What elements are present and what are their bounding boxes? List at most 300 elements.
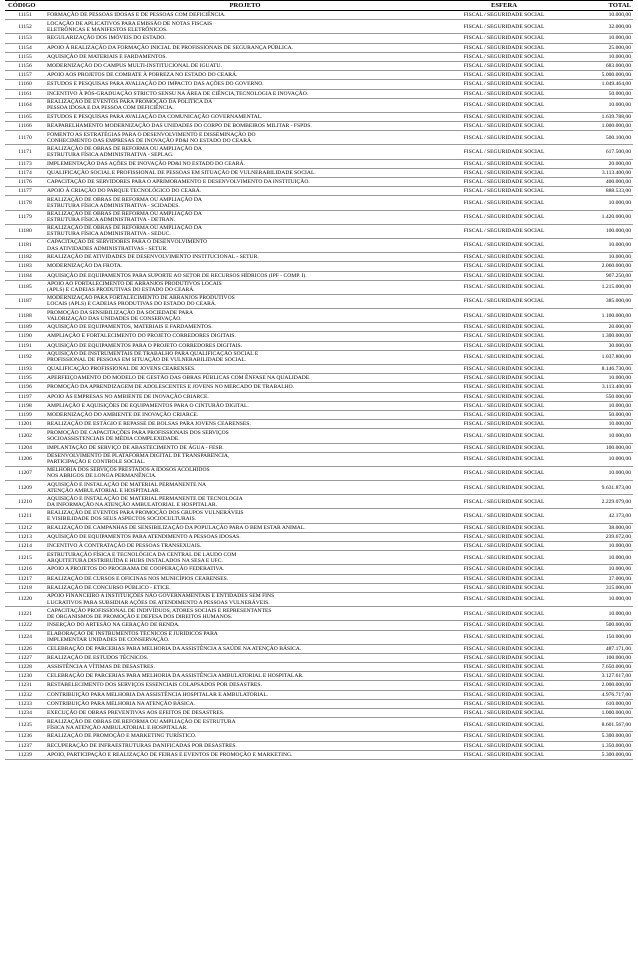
cell-codigo: 11202 xyxy=(5,429,45,443)
cell-total: 1.100.000,00 xyxy=(563,309,633,323)
projeto-line: PROMOÇÃO DA SENSIBILIZAÇÃO DA SOCIEDADE PARA xyxy=(47,309,194,316)
table-row xyxy=(5,374,633,383)
cell-projeto xyxy=(45,699,445,708)
cell-esfera: FISCAL / SEGURIDADE SOCIAL xyxy=(445,131,563,145)
cell-esfera: FISCAL / SEGURIDADE SOCIAL xyxy=(445,309,563,323)
cell-projeto xyxy=(45,210,445,224)
cell-esfera: FISCAL / SEGURIDADE SOCIAL xyxy=(445,112,563,121)
cell-codigo: 11220 xyxy=(5,592,45,606)
projeto-line: AQUISIÇÃO DE EQUIPAMENTOS PARA SUPORTE AO SETOR DE RECURSOS HÍDRICOS (IPF - COMP. I). xyxy=(47,272,307,279)
projeto-line: IMPLEMENTAÇÃO DAS AÇÕES DE INOVAÇÃO PD&I NO ESTADO DO CEARÁ. xyxy=(47,160,245,167)
cell-projeto xyxy=(45,159,445,168)
cell-codigo: 11185 xyxy=(5,280,45,294)
cell-projeto xyxy=(45,294,445,308)
cell-projeto xyxy=(45,523,445,532)
table-row xyxy=(5,34,633,43)
table-row xyxy=(5,607,633,621)
cell-projeto xyxy=(45,542,445,551)
cell-codigo: 11157 xyxy=(5,71,45,80)
table-row xyxy=(5,466,633,480)
table-row xyxy=(5,341,633,350)
cell-codigo: 11156 xyxy=(5,61,45,70)
cell-projeto xyxy=(45,271,445,280)
cell-total: 550.000,00 xyxy=(563,392,633,401)
table-row xyxy=(5,332,633,341)
projeto-line: FÍSICA NA ATENÇÃO AMBULATORIAL E HOSPITALAR. xyxy=(47,724,188,731)
cell-esfera: FISCAL / SEGURIDADE SOCIAL xyxy=(445,52,563,61)
table-row xyxy=(5,574,633,583)
cell-total: 5.000.000,00 xyxy=(563,71,633,80)
projeto-line: DESENVOLVIMENTO DE PLATAFORMA DIGITAL DE TRANSPARÊNCIA, xyxy=(47,453,230,460)
cell-esfera: FISCAL / SEGURIDADE SOCIAL xyxy=(445,11,563,20)
projeto-line: APOIO À REALIZAÇÃO DA FORMAÇÃO INICIAL DE PROFISSIONAIS DE SEGURANÇA PÚBLICA. xyxy=(47,44,294,51)
cell-projeto xyxy=(45,145,445,159)
table-row xyxy=(5,262,633,271)
cell-projeto xyxy=(45,750,445,759)
cell-esfera: FISCAL / SEGURIDADE SOCIAL xyxy=(445,732,563,741)
cell-codigo: 11165 xyxy=(5,112,45,121)
projeto-line: CELEBRAÇÃO DE PARCERIAS PARA MELHORIA DA ASSISTÊNCIA AMBULATORIAL E HOSPITALAR. xyxy=(47,673,304,680)
table-row xyxy=(5,323,633,332)
cell-codigo: 11189 xyxy=(5,323,45,332)
cell-total: 20.000,00 xyxy=(563,159,633,168)
cell-esfera: FISCAL / SEGURIDADE SOCIAL xyxy=(445,607,563,621)
cell-esfera: FISCAL / SEGURIDADE SOCIAL xyxy=(445,253,563,262)
cell-codigo: 11212 xyxy=(5,523,45,532)
table-row xyxy=(5,122,633,131)
cell-esfera: FISCAL / SEGURIDADE SOCIAL xyxy=(445,523,563,532)
projeto-line: APOIO À CRIAÇÃO DO PARQUE TECNOLÓGICO DO CEARÁ. xyxy=(47,188,202,195)
cell-total: 20.000,00 xyxy=(563,323,633,332)
cell-codigo: 11174 xyxy=(5,168,45,177)
cell-codigo: 11193 xyxy=(5,365,45,374)
table-row xyxy=(5,383,633,392)
cell-codigo: 11195 xyxy=(5,374,45,383)
table-row xyxy=(5,159,633,168)
cell-total: 32.000,00 xyxy=(563,20,633,34)
cell-codigo: 11177 xyxy=(5,187,45,196)
cell-total: 1.420.000,00 xyxy=(563,210,633,224)
table-row xyxy=(5,509,633,523)
cell-projeto xyxy=(45,452,445,466)
table-row xyxy=(5,592,633,606)
table-row xyxy=(5,443,633,452)
table-row xyxy=(5,224,633,238)
projeto-line: PROFISSIONAL DE PESSOAS EM SITUAÇÃO DE VULNERABILIDADE SOCIAL. xyxy=(47,357,247,364)
cell-esfera: FISCAL / SEGURIDADE SOCIAL xyxy=(445,583,563,592)
cell-codigo: 11164 xyxy=(5,98,45,112)
projeto-line: LOCAÇÃO DE APLICATIVOS PARA EMISSÃO DE NOTAS FISCAIS xyxy=(47,20,213,27)
cell-esfera: FISCAL / SEGURIDADE SOCIAL xyxy=(445,122,563,131)
cell-total: 10.000,00 xyxy=(563,98,633,112)
cell-codigo: 11160 xyxy=(5,80,45,89)
projeto-line: CAPACITAÇÃO DE SERVIDORES PARA O APRIMORAMENTO E DESENVOLVIMENTO DA INSTITUIÇÃO. xyxy=(47,179,310,186)
cell-total: 50.000,00 xyxy=(563,410,633,419)
cell-codigo: 11230 xyxy=(5,672,45,681)
cell-codigo: 11176 xyxy=(5,178,45,187)
projeto-line: REALIZAÇÃO DE EVENTOS PARA PROMOÇÃO DA POLÍTICA DA xyxy=(47,99,213,106)
projeto-line: AQUISIÇÃO E INSTALAÇÃO DE MATERIAL PERMANENTE DE TECNOLOGIA xyxy=(47,495,243,502)
cell-codigo: 11209 xyxy=(5,481,45,495)
cell-codigo: 11231 xyxy=(5,681,45,690)
projeto-line: REALIZAÇÃO DE CURSOS E OFICINAS NOS MUNICÍPIOS CEARENSES. xyxy=(47,575,229,582)
projeto-line: APOIO A PROJETOS DO PROGRAMA DE COOPERAÇÃO FEDERATIVA. xyxy=(47,566,225,573)
cell-esfera: FISCAL / SEGURIDADE SOCIAL xyxy=(445,280,563,294)
cell-codigo: 11204 xyxy=(5,443,45,452)
projeto-line: ESTRUTURA FÍSICA ADMINISTRATIVA - SCIDADES. xyxy=(47,202,180,209)
cell-total: 3.127.617,00 xyxy=(563,672,633,681)
cell-esfera: FISCAL / SEGURIDADE SOCIAL xyxy=(445,452,563,466)
cell-esfera: FISCAL / SEGURIDADE SOCIAL xyxy=(445,672,563,681)
cell-total: 100.000,00 xyxy=(563,443,633,452)
cell-total: 10.000,00 xyxy=(563,238,633,252)
projeto-line: REALIZAÇÃO DE CONCURSO PÚBLICO - ETICE. xyxy=(47,584,171,591)
cell-esfera: FISCAL / SEGURIDADE SOCIAL xyxy=(445,71,563,80)
cell-projeto xyxy=(45,509,445,523)
projeto-line: ESTUDOS E PESQUISAS PARA AVALIAÇÃO DO IMPACTO DAS AÇÕES DO GOVERNO. xyxy=(47,81,264,88)
cell-total: 1.639.788,00 xyxy=(563,112,633,121)
cell-projeto xyxy=(45,11,445,20)
cell-codigo: 11180 xyxy=(5,224,45,238)
cell-projeto xyxy=(45,583,445,592)
projeto-line: CAPACITAÇÃO PROFISSIONAL DE INDIVÍDUOS, ATORES SOCIAIS E REPRESENTANTES xyxy=(47,607,272,614)
projeto-line: INCENTIVO À PÓS-GRADUAÇÃO STRICTO SENSU NA ÁREA DE CIÊNCIA,TECNOLOGIA E INOVAÇÃO. xyxy=(47,90,309,97)
projeto-line: ESTUDOS E PESQUISAS PARA AVALIAÇÃO DA COMUNICAÇÃO GOVERNAMENTAL. xyxy=(47,113,263,120)
cell-esfera: FISCAL / SEGURIDADE SOCIAL xyxy=(445,20,563,34)
table-row xyxy=(5,542,633,551)
cell-projeto xyxy=(45,607,445,621)
cell-total: 10.000,00 xyxy=(563,565,633,574)
cell-esfera: FISCAL / SEGURIDADE SOCIAL xyxy=(445,681,563,690)
cell-esfera: FISCAL / SEGURIDADE SOCIAL xyxy=(445,532,563,541)
table-row xyxy=(5,644,633,653)
cell-esfera: FISCAL / SEGURIDADE SOCIAL xyxy=(445,294,563,308)
cell-projeto xyxy=(45,672,445,681)
projeto-line: REALIZAÇÃO DE EVENTOS PARA PROMOÇÃO DOS GRUPOS VULNERÁVEIS xyxy=(47,509,244,516)
cell-esfera: FISCAL / SEGURIDADE SOCIAL xyxy=(445,89,563,98)
projeto-line: IMPLANTAÇÃO DE SERVIÇO DE ABASTECIMENTO DE ÁGUA - FESB. xyxy=(47,444,224,451)
table-row xyxy=(5,681,633,690)
cell-projeto xyxy=(45,630,445,644)
cell-total: 3.113.400,00 xyxy=(563,383,633,392)
cell-projeto xyxy=(45,52,445,61)
table-row xyxy=(5,11,633,20)
cell-codigo: 11222 xyxy=(5,621,45,630)
table-row xyxy=(5,61,633,70)
projeto-line: CONTRIBUIÇÃO PARA MELHORIA DA ASSISTÊNCIA HOSPITALAR E AMBULATORIAL. xyxy=(47,691,269,698)
cell-projeto xyxy=(45,61,445,70)
table-row xyxy=(5,112,633,121)
cell-projeto xyxy=(45,374,445,383)
cell-total: 1.049.464,00 xyxy=(563,80,633,89)
cell-codigo: 11226 xyxy=(5,644,45,653)
projeto-line: AQUISIÇÃO DE EQUIPAMENTOS, MATERIAIS E FARDAMENTOS. xyxy=(47,324,213,331)
cell-projeto xyxy=(45,168,445,177)
cell-esfera: FISCAL / SEGURIDADE SOCIAL xyxy=(445,495,563,509)
table-row xyxy=(5,663,633,672)
projeto-line: CELEBRAÇÃO DE PARCERIAS PARA MELHORIA DA ASSISTÊNCIA A SAÚDE NA ATENÇÃO BÁSICA. xyxy=(47,645,302,652)
cell-total: 10.000,00 xyxy=(563,466,633,480)
cell-projeto xyxy=(45,383,445,392)
table-row xyxy=(5,429,633,443)
cell-esfera: FISCAL / SEGURIDADE SOCIAL xyxy=(445,374,563,383)
table-row xyxy=(5,583,633,592)
cell-total: 37.000,00 xyxy=(563,574,633,583)
cell-projeto xyxy=(45,644,445,653)
cell-codigo: 11239 xyxy=(5,750,45,759)
cell-esfera: FISCAL / SEGURIDADE SOCIAL xyxy=(445,709,563,718)
projeto-line: AQUISIÇÃO DE EQUIPAMENTOS PARA O PROJETO CORREDORES DIGITAIS. xyxy=(47,342,243,349)
cell-esfera: FISCAL / SEGURIDADE SOCIAL xyxy=(445,481,563,495)
cell-total: 10.000,00 xyxy=(563,374,633,383)
cell-total: 239.672,00 xyxy=(563,532,633,541)
cell-codigo: 11227 xyxy=(5,653,45,662)
cell-codigo: 11181 xyxy=(5,238,45,252)
cell-projeto xyxy=(45,262,445,271)
table-row xyxy=(5,187,633,196)
projeto-line: ELABORAÇÃO DE INSTRUMENTOS TÉCNICOS E JURÍDICOS PARA xyxy=(47,631,218,637)
cell-total: 683.000,00 xyxy=(563,61,633,70)
cell-esfera: FISCAL / SEGURIDADE SOCIAL xyxy=(445,574,563,583)
cell-total: 7.650.000,00 xyxy=(563,663,633,672)
cell-esfera: FISCAL / SEGURIDADE SOCIAL xyxy=(445,392,563,401)
cell-projeto xyxy=(45,732,445,741)
cell-esfera: FISCAL / SEGURIDADE SOCIAL xyxy=(445,262,563,271)
cell-projeto xyxy=(45,89,445,98)
cell-esfera: FISCAL / SEGURIDADE SOCIAL xyxy=(445,542,563,551)
cell-esfera: FISCAL / SEGURIDADE SOCIAL xyxy=(445,718,563,732)
cell-projeto xyxy=(45,280,445,294)
cell-esfera: FISCAL / SEGURIDADE SOCIAL xyxy=(445,332,563,341)
cell-esfera: FISCAL / SEGURIDADE SOCIAL xyxy=(445,34,563,43)
projeto-line: LOCAIS (APLS) E CADEIAS PRODUTIVAS DO ESTADO DO CEARÁ. xyxy=(47,301,217,308)
cell-projeto xyxy=(45,410,445,419)
cell-projeto xyxy=(45,71,445,80)
projeto-line: E VISIBILIDADE DOS SEUS ASPECTOS SOCIOCULTURAIS. xyxy=(47,516,197,523)
cell-total: 2.060.000,00 xyxy=(563,262,633,271)
cell-projeto xyxy=(45,112,445,121)
projeto-line: APOIO AOS PROJETOS DE COMBATE À POBREZA NO ESTADO DO CEARÁ. xyxy=(47,72,238,79)
cell-esfera: FISCAL / SEGURIDADE SOCIAL xyxy=(445,43,563,52)
projeto-line: AQUISIÇÃO DE INSTRUMENTAIS DE TRABALHO PARA QUALIFICAÇÃO SOCIAL E xyxy=(47,351,259,358)
cell-total: 10.000,00 xyxy=(563,401,633,410)
cell-projeto xyxy=(45,178,445,187)
cell-esfera: FISCAL / SEGURIDADE SOCIAL xyxy=(445,663,563,672)
cell-esfera: FISCAL / SEGURIDADE SOCIAL xyxy=(445,420,563,429)
projeto-line: QUALIFICAÇÃO PROFISSIONAL DE JOVENS CEARENSES. xyxy=(47,366,196,373)
cell-projeto xyxy=(45,122,445,131)
cell-projeto xyxy=(45,718,445,732)
table-row xyxy=(5,89,633,98)
cell-projeto xyxy=(45,98,445,112)
cell-esfera: FISCAL / SEGURIDADE SOCIAL xyxy=(445,429,563,443)
cell-projeto xyxy=(45,187,445,196)
cell-esfera: FISCAL / SEGURIDADE SOCIAL xyxy=(445,644,563,653)
projeto-line: ELETRÔNICAS E MANIFESTOS ELETRÔNICOS. xyxy=(47,26,168,33)
projeto-line: (APLS) E CADEIAS PRODUTIVAS DO ESTADO DO CEARÁ. xyxy=(47,287,195,294)
projeto-line: APOIO, PARTICIPAÇÃO E REALIZAÇÃO DE FEIRAS E EVENTOS DE PROMOÇÃO E MARKETING. xyxy=(47,751,293,758)
table-row xyxy=(5,621,633,630)
header-total: TOTAL xyxy=(563,1,633,11)
cell-total: 100.000,00 xyxy=(563,224,633,238)
cell-esfera: FISCAL / SEGURIDADE SOCIAL xyxy=(445,168,563,177)
cell-total: 150.000,00 xyxy=(563,630,633,644)
cell-esfera: FISCAL / SEGURIDADE SOCIAL xyxy=(445,690,563,699)
projeto-line: EXECUÇÃO DE OBRAS PREVENTIVAS AOS EFEITOS DE DESASTRES. xyxy=(47,710,225,717)
table-row xyxy=(5,523,633,532)
cell-codigo: 11161 xyxy=(5,89,45,98)
cell-codigo: 11236 xyxy=(5,732,45,741)
cell-codigo: 11233 xyxy=(5,699,45,708)
cell-esfera: FISCAL / SEGURIDADE SOCIAL xyxy=(445,98,563,112)
cell-projeto xyxy=(45,309,445,323)
table-row xyxy=(5,196,633,210)
cell-esfera: FISCAL / SEGURIDADE SOCIAL xyxy=(445,365,563,374)
cell-projeto xyxy=(45,551,445,565)
projeto-line: INCENTIVO À CONTRATAÇÃO DE PESSOAS TRANSEXUAIS. xyxy=(47,543,202,550)
projeto-line: QUALIFICAÇÃO SOCIAL E PROFISSIONAL DE PESSOAS EM SITUAÇÃO DE VULNERABILIDADE SOCIAL. xyxy=(47,169,316,176)
cell-codigo: 11206 xyxy=(5,452,45,466)
table-row xyxy=(5,732,633,741)
projeto-line: AMPLIAÇÃO E AQUISIÇÕES DE EQUIPAMENTOS PARA O CINTURÃO DIGITAL. xyxy=(47,402,249,409)
cell-codigo: 11179 xyxy=(5,210,45,224)
projeto-line: REALIZAÇÃO DE CAMPANHAS DE SENSIBILIZAÇÃO DA POPULAÇÃO PARA O BEM ESTAR ANIMAL. xyxy=(47,524,306,531)
cell-projeto xyxy=(45,350,445,364)
cell-esfera: FISCAL / SEGURIDADE SOCIAL xyxy=(445,210,563,224)
cell-total: 10.000,00 xyxy=(563,11,633,20)
table-row xyxy=(5,98,633,112)
cell-total: 487.171,00 xyxy=(563,644,633,653)
table-row xyxy=(5,271,633,280)
cell-projeto xyxy=(45,466,445,480)
projeto-line: ARQUITETURA DISTRIBUÍDA E HUBS INSTALADOS NA SESA E UFC. xyxy=(47,557,223,564)
projeto-line: PESSOA IDOSA E DA PESSOA COM DEFICIÊNCIA. xyxy=(47,105,174,112)
cell-codigo: 11187 xyxy=(5,294,45,308)
projeto-line: REALIZAÇÃO DE OBRAS DE REFORMA OU AMPLIAÇÃO DA xyxy=(47,225,202,232)
cell-total: 10.000,00 xyxy=(563,592,633,606)
cell-esfera: FISCAL / SEGURIDADE SOCIAL xyxy=(445,401,563,410)
projeto-line: PROMOÇÃO DE CAPACITAÇÕES PARA PROFISSIONAIS DOS SERVIÇOS xyxy=(47,429,229,436)
cell-esfera: FISCAL / SEGURIDADE SOCIAL xyxy=(445,592,563,606)
cell-projeto xyxy=(45,224,445,238)
header-esfera: ESFERA xyxy=(445,1,563,11)
cell-esfera: FISCAL / SEGURIDADE SOCIAL xyxy=(445,238,563,252)
projeto-line: FOMENTO AS ESTRATÉGIAS PARA O DESENVOLVIMENTO E DISSEMINAÇÃO DO xyxy=(47,131,256,138)
cell-codigo: 11151 xyxy=(5,11,45,20)
cell-projeto xyxy=(45,238,445,252)
cell-total: 400.000,00 xyxy=(563,178,633,187)
table-row xyxy=(5,672,633,681)
table-row xyxy=(5,52,633,61)
cell-esfera: FISCAL / SEGURIDADE SOCIAL xyxy=(445,630,563,644)
projeto-line: IMPLEMENTAR UNIDADES DE CONSERVAÇÃO. xyxy=(47,637,170,644)
cell-total: 50.000,00 xyxy=(563,89,633,98)
cell-codigo: 11173 xyxy=(5,159,45,168)
cell-codigo: 11232 xyxy=(5,690,45,699)
cell-codigo: 11216 xyxy=(5,565,45,574)
table-row xyxy=(5,238,633,252)
projeto-line: SOCIOASSISTENCIAIS DE MÉDIA COMPLEXIDADE. xyxy=(47,435,180,442)
cell-total: 385.000,00 xyxy=(563,294,633,308)
cell-esfera: FISCAL / SEGURIDADE SOCIAL xyxy=(445,196,563,210)
cell-total: 1.215.000,00 xyxy=(563,280,633,294)
table-row xyxy=(5,350,633,364)
cell-codigo: 11191 xyxy=(5,341,45,350)
cell-projeto xyxy=(45,43,445,52)
cell-projeto xyxy=(45,80,445,89)
cell-projeto xyxy=(45,574,445,583)
cell-esfera: FISCAL / SEGURIDADE SOCIAL xyxy=(445,565,563,574)
table-row xyxy=(5,43,633,52)
cell-esfera: FISCAL / SEGURIDADE SOCIAL xyxy=(445,621,563,630)
projeto-line: MODERNIZAÇÃO DA FROTA. xyxy=(47,263,123,270)
cell-total: 907.250,00 xyxy=(563,271,633,280)
table-header xyxy=(5,1,633,11)
cell-codigo: 11217 xyxy=(5,574,45,583)
table-row xyxy=(5,481,633,495)
projeto-line: FORMAÇÃO DE PESSOAS IDOSAS E DE PESSOAS COM DEFICIÊNCIA. xyxy=(47,12,226,19)
cell-esfera: FISCAL / SEGURIDADE SOCIAL xyxy=(445,653,563,662)
cell-total: 10.000,00 xyxy=(563,253,633,262)
projeto-line: REALIZAÇÃO DE OBRAS DE REFORMA OU AMPLIAÇÃO DA xyxy=(47,196,202,203)
cell-projeto xyxy=(45,332,445,341)
projeto-line: APOIO AO FORTALECIMENTO DE ARRANJOS PRODUTIVOS LOCAIS xyxy=(47,281,222,288)
cell-esfera: FISCAL / SEGURIDADE SOCIAL xyxy=(445,224,563,238)
cell-total: 5.300.000,00 xyxy=(563,750,633,759)
projeto-line: CONTRIBUIÇÃO PARA MELHORIA NA ATENÇÃO BÁSICA. xyxy=(47,700,196,707)
table-row xyxy=(5,210,633,224)
cell-total: 8.146.730,00 xyxy=(563,365,633,374)
cell-codigo: 11218 xyxy=(5,583,45,592)
cell-total: 100.000,00 xyxy=(563,653,633,662)
projeto-line: APERFEIÇOAMENTO DO MODELO DE GESTÃO DAS OBRAS PÚBLICAS COM ÊNFASE NA QUALIDADE. xyxy=(47,375,311,382)
cell-projeto xyxy=(45,532,445,541)
table-row xyxy=(5,410,633,419)
cell-total: 10.000,00 xyxy=(563,420,633,429)
cell-total: 3.113.400,00 xyxy=(563,168,633,177)
cell-projeto xyxy=(45,565,445,574)
cell-codigo: 11215 xyxy=(5,551,45,565)
cell-projeto xyxy=(45,253,445,262)
cell-codigo: 11197 xyxy=(5,392,45,401)
table-row xyxy=(5,178,633,187)
cell-codigo: 11183 xyxy=(5,262,45,271)
cell-projeto xyxy=(45,621,445,630)
cell-codigo: 11207 xyxy=(5,466,45,480)
projeto-line: PARTICIPAÇÃO E CONTROLE SOCIAL. xyxy=(47,459,146,466)
cell-codigo: 11235 xyxy=(5,718,45,732)
cell-esfera: FISCAL / SEGURIDADE SOCIAL xyxy=(445,551,563,565)
cell-esfera: FISCAL / SEGURIDADE SOCIAL xyxy=(445,443,563,452)
cell-codigo: 11178 xyxy=(5,196,45,210)
table-row xyxy=(5,452,633,466)
projeto-line: AQUISIÇÃO DE MATERIAIS E FARDAMENTOS. xyxy=(47,53,167,60)
cell-total: 4.976.717,00 xyxy=(563,690,633,699)
cell-codigo: 11198 xyxy=(5,401,45,410)
cell-codigo: 11166 xyxy=(5,122,45,131)
cell-projeto xyxy=(45,401,445,410)
cell-codigo: 11192 xyxy=(5,350,45,364)
projeto-line: REGULARIZAÇÃO DOS IMÓVEIS DO ESTADO. xyxy=(47,35,166,42)
cell-total: 9.631.873,00 xyxy=(563,481,633,495)
cell-total: 610.000,00 xyxy=(563,699,633,708)
table-row xyxy=(5,401,633,410)
cell-total: 10.000,00 xyxy=(563,542,633,551)
cell-codigo: 11184 xyxy=(5,271,45,280)
cell-esfera: FISCAL / SEGURIDADE SOCIAL xyxy=(445,159,563,168)
table-row xyxy=(5,741,633,750)
header-codigo: CÓDIGO xyxy=(5,1,45,11)
